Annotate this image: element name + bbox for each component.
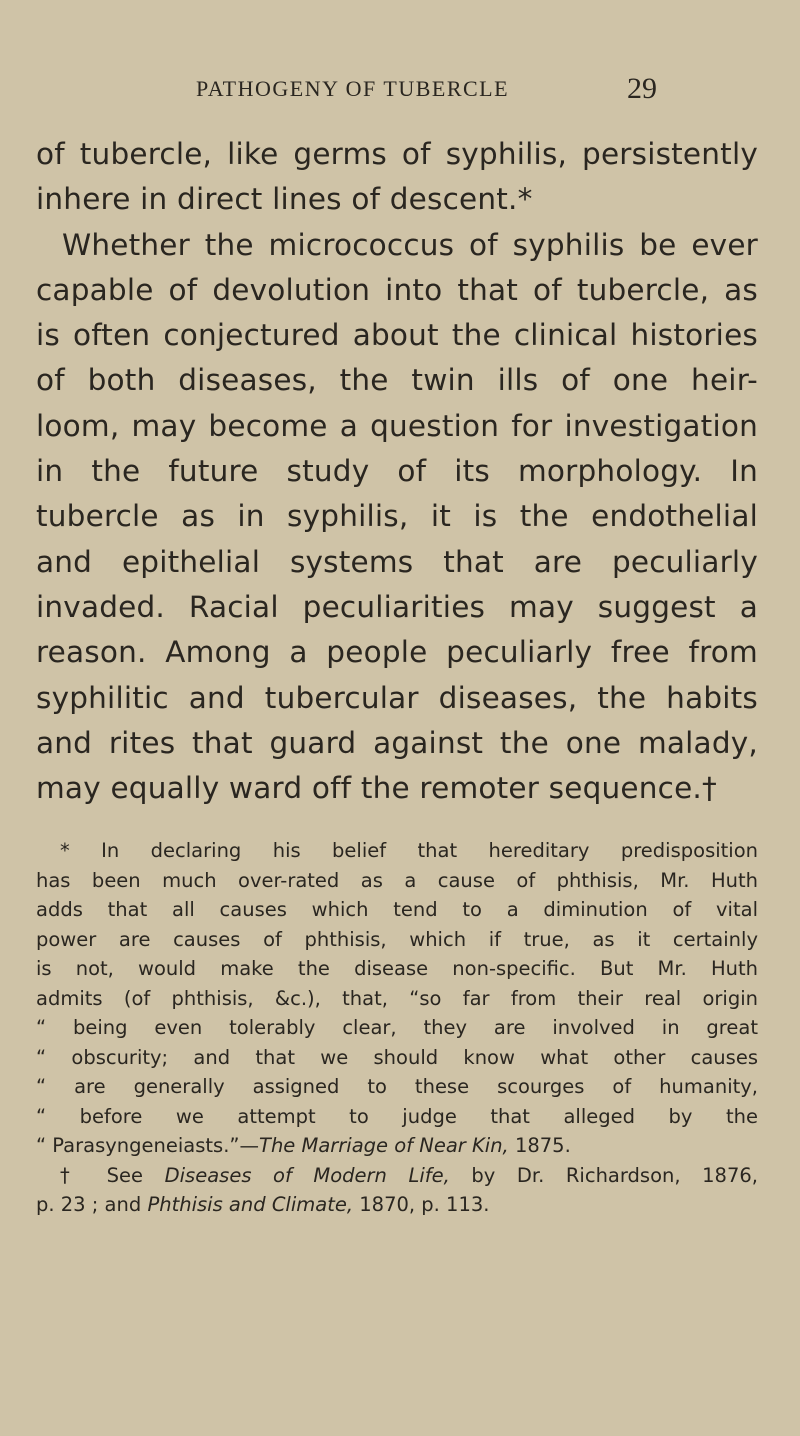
footnote-line: adds that all causes which tend to a diminution of vital — [36, 898, 758, 921]
body-line: tubercle as in syphilis, it is the endothelial — [36, 499, 758, 534]
footnote-text: p. 23 ; and — [36, 1193, 148, 1216]
body-line: in the future study of its morphology. In — [36, 454, 758, 489]
footnote-line: admits (of phthisis, &c.), that, “so far from their real origin — [36, 986, 758, 1010]
running-head: PATHOGENY OF TUBERCLE — [196, 76, 510, 101]
footnote-text: 1875. — [508, 1134, 571, 1157]
body-line: capable of devolution into that of tubercle, as — [36, 272, 758, 307]
body-text — [36, 132, 758, 811]
cited-title: The Marriage of Near Kin, — [259, 1134, 509, 1157]
body-line: may equally ward off the remoter sequence.† — [36, 771, 717, 806]
body-line: Whether the micrococcus of syphilis be ever — [62, 227, 758, 262]
body-line: and rites that guard against the one malady, — [36, 725, 758, 760]
cited-title: Phthisis and Climate, — [147, 1193, 354, 1216]
cited-title: Diseases of Modern Life, — [164, 1163, 450, 1187]
body-line: and epithelial systems that are peculiarly — [36, 544, 758, 579]
footnote-line — [36, 1131, 758, 1161]
body-line: invaded. Racial peculiarities may suggest a — [36, 589, 758, 624]
footnote-line: “ are generally assigned to these scourges of humanity, — [36, 1075, 758, 1098]
body-line: inhere in direct lines of descent.* — [36, 182, 533, 217]
footnote-text: by Dr. Richardson, 1876, — [449, 1163, 758, 1187]
footnotes — [36, 836, 758, 1220]
body-line: is often conjectured about the clinical histories — [36, 318, 758, 353]
body-line: of both diseases, the twin ills of one heir- — [36, 363, 758, 398]
footnote-line — [36, 1190, 758, 1220]
body-line: reason. Among a people peculiarly free from — [36, 635, 758, 670]
footnote-line: has been much over-rated as a cause of phthisis, Mr. Huth — [36, 868, 758, 892]
body-line: of tubercle, like germs of syphilis, persistently — [36, 137, 758, 171]
footnote-line: “ obscurity; and that we should know what other causes — [36, 1045, 758, 1069]
footnote-text: “ Parasyngeneiasts.”— — [36, 1134, 260, 1157]
footnote-line: “ being even tolerably clear, they are involved in great — [36, 1016, 758, 1039]
footnote-line: “ before we attempt to judge that alleged by the — [36, 1104, 758, 1128]
footnote-line — [36, 1161, 758, 1191]
page-number: 29 — [627, 72, 657, 105]
body-line: loom, may become a question for investigation — [36, 408, 758, 443]
footnote-line: power are causes of phthisis, which if true, as it certainly — [36, 927, 758, 951]
footnote-line: * In declaring his belief that hereditary predisposition — [60, 839, 758, 862]
body-line: syphilitic and tubercular diseases, the habits — [36, 680, 758, 715]
footnote-text: † See — [60, 1163, 165, 1187]
footnote-text: 1870, p. 113. — [353, 1193, 490, 1216]
footnote-line: is not, would make the disease non-specific. But Mr. Huth — [36, 957, 758, 980]
